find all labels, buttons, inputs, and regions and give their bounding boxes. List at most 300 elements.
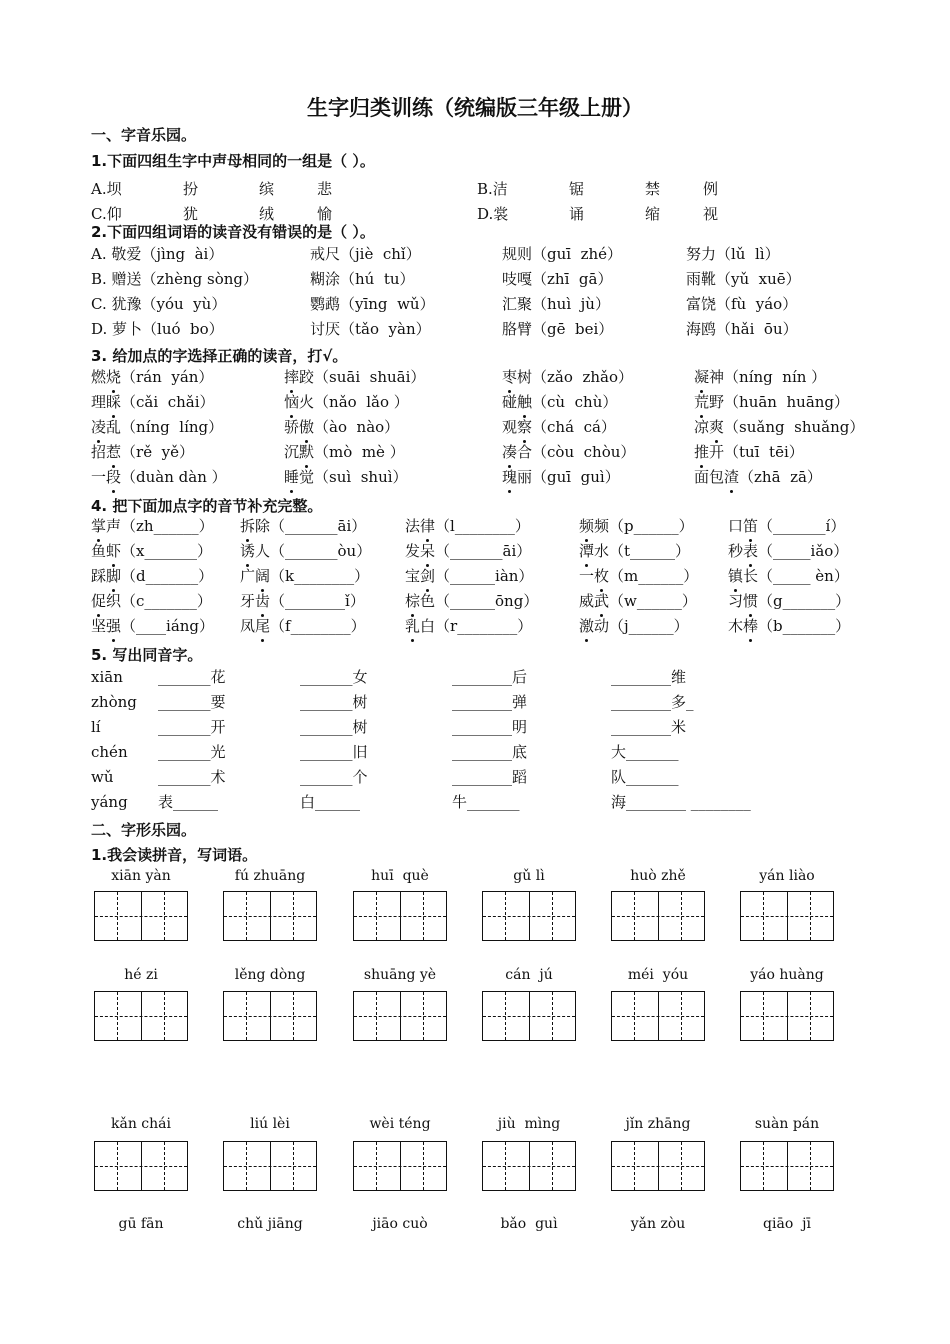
reading-item xyxy=(502,366,633,388)
word-char: 一 xyxy=(579,567,595,585)
reading-item xyxy=(694,366,826,388)
reading-item xyxy=(91,466,227,488)
reading-item xyxy=(91,391,215,413)
pinyin-label: huī què xyxy=(371,868,429,884)
homophone-blank: _______旧 xyxy=(300,743,368,761)
word-char: 默 xyxy=(299,443,315,461)
word-char: 水 xyxy=(594,542,610,560)
syllable-item xyxy=(240,590,365,612)
reading: （k________） xyxy=(270,567,370,585)
word-char: 跤 xyxy=(299,368,315,386)
word-char: 广 xyxy=(240,567,256,585)
guide-line xyxy=(95,916,187,917)
word-char: 燃 xyxy=(91,368,107,386)
reading-item xyxy=(694,391,849,413)
writing-box xyxy=(740,1141,834,1191)
option-text: 戒尺（jiè chǐ） xyxy=(310,245,421,263)
word-char: 凉 xyxy=(694,418,710,436)
option-text: 糊涂（hú tu） xyxy=(310,270,415,288)
reading: （zh______） xyxy=(121,517,214,535)
syllable-item xyxy=(728,590,850,612)
reading: （suì shuì） xyxy=(314,468,408,486)
reading: （tuī tēi） xyxy=(724,443,804,461)
reading-item xyxy=(502,391,617,413)
reading: （guī guì） xyxy=(532,468,620,486)
word-char: 习 xyxy=(728,592,744,610)
homophone-row xyxy=(0,691,950,715)
word-char: 惹 xyxy=(106,443,122,461)
writing-box xyxy=(353,991,447,1041)
word-char: 白 xyxy=(420,617,436,635)
pinyin-label: xiān yàn xyxy=(111,868,171,884)
pinyin-label: hé zi xyxy=(124,967,158,983)
reading: （mò mè ） xyxy=(314,443,405,461)
option-text: 绒 xyxy=(259,205,275,223)
word-char: 一 xyxy=(91,468,107,486)
word-char: 频 xyxy=(579,517,595,535)
homophone-blank: _______树 xyxy=(300,718,368,736)
word-char: 木 xyxy=(728,617,744,635)
homophone-blank: ________弹 xyxy=(452,693,528,711)
word-char: 凤 xyxy=(240,617,256,635)
section-heading-2: 二、字形乐园。 xyxy=(91,821,197,839)
word-char: 齿 xyxy=(255,592,271,610)
reading: （_____iǎo） xyxy=(758,542,849,560)
reading: （còu chòu） xyxy=(532,443,636,461)
reading: （g_______） xyxy=(758,592,851,610)
reading-item xyxy=(284,466,408,488)
homophone-blank: _______树 xyxy=(300,693,368,711)
reading-item-row xyxy=(0,366,950,390)
pinyin-label: méi yóu xyxy=(627,967,689,983)
pinyin-label: jiāo cuò xyxy=(372,1216,428,1232)
word-char: 恼 xyxy=(284,393,300,411)
homophone-blank: _______光 xyxy=(158,743,226,761)
guide-line xyxy=(612,1016,704,1017)
reading: （ào nào） xyxy=(314,418,400,436)
syllable-item xyxy=(91,590,212,612)
word-char: 口 xyxy=(728,517,744,535)
guide-line xyxy=(483,916,575,917)
syllable-item xyxy=(240,515,366,537)
homophone-blank: _______要 xyxy=(158,693,226,711)
reading: （_____ èn） xyxy=(758,567,849,585)
syllable-item xyxy=(405,540,531,562)
reading: （_______í） xyxy=(758,517,846,535)
pinyin-label: yǎn zòu xyxy=(630,1216,686,1232)
question-6: 1.我会读拼音，写词语。 xyxy=(91,846,258,864)
pinyin-label: fú zhuāng xyxy=(234,868,306,884)
word-char: 睡 xyxy=(284,468,300,486)
option-text: 海鸥（hǎi ōu） xyxy=(686,320,798,338)
option-text: C. 犹豫（yóu yù） xyxy=(91,295,227,313)
word-char: 瑰 xyxy=(502,468,518,486)
pinyin-label: huò zhě xyxy=(630,868,686,884)
homophone-blank: ________明 xyxy=(452,718,528,736)
pinyin-label: suàn pán xyxy=(754,1116,820,1132)
word-char: 棕 xyxy=(405,592,421,610)
reading: （duàn dàn ） xyxy=(121,468,227,486)
option-text: 视 xyxy=(703,205,719,223)
syllable-item-row xyxy=(0,515,950,539)
reading: （suāi shuāi） xyxy=(314,368,426,386)
reading-item xyxy=(694,416,864,438)
word-char: 声 xyxy=(106,517,122,535)
word-char: 棒 xyxy=(743,617,759,635)
homophone-blank: _______女 xyxy=(300,668,368,686)
option-text: 禁 xyxy=(645,180,661,198)
writing-box xyxy=(740,891,834,941)
reading-item xyxy=(284,441,405,463)
writing-box xyxy=(223,991,317,1041)
writing-box xyxy=(482,991,576,1041)
word-char: 惯 xyxy=(743,592,759,610)
homophone-pinyin: lí xyxy=(91,718,101,736)
word-char: 野 xyxy=(709,393,725,411)
reading: （m______） xyxy=(609,567,699,585)
option-text: A. 敬爱（jìng ài） xyxy=(91,245,224,263)
question-5: 5. 写出同音字。 xyxy=(91,646,203,664)
reading-item xyxy=(502,466,620,488)
reading: （x_______） xyxy=(121,542,212,560)
reading: （_______āi） xyxy=(270,517,367,535)
guide-line xyxy=(483,1016,575,1017)
reading-item xyxy=(91,366,213,388)
word-char: 段 xyxy=(106,468,122,486)
syllable-item xyxy=(405,515,530,537)
guide-line xyxy=(741,1016,833,1017)
word-char: 招 xyxy=(91,443,107,461)
word-char: 爽 xyxy=(709,418,725,436)
syllable-item xyxy=(240,565,369,587)
homophone-blank: 白______ xyxy=(300,793,361,811)
syllable-item xyxy=(728,565,849,587)
syllable-item xyxy=(405,590,538,612)
word-char: 长 xyxy=(743,567,759,585)
question-4: 4. 把下面加点字的音节补充完整。 xyxy=(91,497,323,515)
reading: （cǎi chǎi） xyxy=(121,393,215,411)
reading: （_______òu） xyxy=(270,542,372,560)
option-text: B.洁 xyxy=(477,180,508,198)
question-2: 2.下面四组词语的读音没有错误的是（ ）。 xyxy=(91,223,375,241)
pinyin-label: yán liào xyxy=(759,868,815,884)
reading-item-row xyxy=(0,416,950,440)
syllable-item-row xyxy=(0,615,950,639)
word-char: 傲 xyxy=(299,418,315,436)
syllable-item xyxy=(579,615,689,637)
word-char: 渣 xyxy=(724,468,740,486)
word-char: 虾 xyxy=(106,542,122,560)
guide-line xyxy=(741,916,833,917)
writing-box xyxy=(353,891,447,941)
word-char: 乳 xyxy=(405,617,421,635)
word-char: 摔 xyxy=(284,368,300,386)
option-text: 规则（guī zhé） xyxy=(502,245,623,263)
reading: （t______） xyxy=(609,542,691,560)
word-char: 枚 xyxy=(594,567,610,585)
reading-item-row xyxy=(0,391,950,415)
word-char: 拆 xyxy=(240,517,256,535)
syllable-item xyxy=(91,540,212,562)
pinyin-label: gǔ lì xyxy=(513,868,545,884)
word-char: 合 xyxy=(517,443,533,461)
guide-line xyxy=(741,1166,833,1167)
word-char: 察 xyxy=(517,418,533,436)
homophone-blank: _______花 xyxy=(158,668,226,686)
guide-line xyxy=(612,1166,704,1167)
pinyin-label: jǐn zhāng xyxy=(625,1116,691,1132)
question-1: 1.下面四组生字中声母相同的一组是（ ）。 xyxy=(91,152,375,170)
option-row xyxy=(0,293,950,317)
word-char: 丽 xyxy=(517,468,533,486)
pinyin-label: kǎn chái xyxy=(111,1116,171,1132)
reading: （níng líng） xyxy=(121,418,224,436)
writing-box xyxy=(611,1141,705,1191)
word-char: 表 xyxy=(743,542,759,560)
word-char: 乱 xyxy=(106,418,122,436)
homophone-row xyxy=(0,766,950,790)
reading-item xyxy=(284,366,425,388)
guide-line xyxy=(95,1166,187,1167)
word-char: 荒 xyxy=(694,393,710,411)
word-char: 掌 xyxy=(91,517,107,535)
word-char: 凑 xyxy=(502,443,518,461)
homophone-blank: ________维 xyxy=(611,668,687,686)
word-char: 骄 xyxy=(284,418,300,436)
homophone-pinyin: yáng xyxy=(91,793,128,811)
homophone-blank: 表______ xyxy=(158,793,219,811)
option-text: 汇聚（huì jù） xyxy=(502,295,610,313)
word-char: 强 xyxy=(106,617,122,635)
pinyin-label: wèi téng xyxy=(369,1116,431,1132)
syllable-item xyxy=(91,515,214,537)
word-char: 踩 xyxy=(91,567,107,585)
word-char: 激 xyxy=(579,617,595,635)
homophone-pinyin: wǔ xyxy=(91,768,114,786)
pinyin-label: gū fān xyxy=(118,1216,164,1232)
homophone-blank: _______术 xyxy=(158,768,226,786)
writing-box xyxy=(482,891,576,941)
word-char: 开 xyxy=(709,443,725,461)
reading: （nǎo lǎo ） xyxy=(314,393,409,411)
option-text: 吱嘎（zhī gā） xyxy=(502,270,613,288)
writing-box xyxy=(223,1141,317,1191)
syllable-item xyxy=(91,565,213,587)
word-char: 触 xyxy=(517,393,533,411)
option-text: 犹 xyxy=(183,205,199,223)
homophone-row xyxy=(0,741,950,765)
syllable-item xyxy=(728,540,848,562)
reading-item xyxy=(502,441,635,463)
reading: （zǎo zhǎo） xyxy=(532,368,633,386)
option-text: 讨厌（tǎo yàn） xyxy=(310,320,431,338)
word-char: 潭 xyxy=(579,542,595,560)
syllable-item xyxy=(405,615,532,637)
word-char: 鱼 xyxy=(91,542,107,560)
word-char: 除 xyxy=(255,517,271,535)
word-char: 碰 xyxy=(502,393,518,411)
pinyin-label: cán jú xyxy=(505,967,553,983)
word-char: 凌 xyxy=(91,418,107,436)
option-text: 胳臂（gē bei） xyxy=(502,320,614,338)
reading: （huān huāng） xyxy=(724,393,850,411)
syllable-item xyxy=(579,515,694,537)
word-char: 动 xyxy=(594,617,610,635)
word-char: 理 xyxy=(91,393,107,411)
reading-item xyxy=(502,416,616,438)
writing-box xyxy=(94,1141,188,1191)
reading: （____iáng） xyxy=(121,617,215,635)
word-char: 推 xyxy=(694,443,710,461)
word-char: 发 xyxy=(405,542,421,560)
homophone-blank: _______个 xyxy=(300,768,368,786)
word-char: 频 xyxy=(594,517,610,535)
syllable-item xyxy=(579,540,690,562)
reading: （chá cá） xyxy=(532,418,616,436)
guide-line xyxy=(224,1166,316,1167)
homophone-pinyin: chén xyxy=(91,743,128,761)
option-text: 愉 xyxy=(317,205,333,223)
guide-line xyxy=(354,916,446,917)
reading: （zhā zā） xyxy=(739,468,822,486)
word-char: 诱 xyxy=(240,542,256,560)
word-char: 剑 xyxy=(420,567,436,585)
homophone-blank: 大_______ xyxy=(611,743,679,761)
syllable-item xyxy=(728,515,845,537)
guide-line xyxy=(224,1016,316,1017)
syllable-item xyxy=(728,615,850,637)
reading-item-row xyxy=(0,441,950,465)
option-row xyxy=(0,243,950,267)
word-char: 律 xyxy=(420,517,436,535)
word-char: 烧 xyxy=(106,368,122,386)
reading: （l________） xyxy=(435,517,530,535)
writing-box xyxy=(94,891,188,941)
pinyin-label: chǔ jiāng xyxy=(237,1216,303,1232)
syllable-item xyxy=(405,565,533,587)
option-text: 诵 xyxy=(569,205,585,223)
homophone-blank: 海________ ________ xyxy=(611,793,751,811)
word-char: 织 xyxy=(106,592,122,610)
writing-box xyxy=(611,891,705,941)
syllable-item-row xyxy=(0,590,950,614)
option-text: C.仰 xyxy=(91,205,122,223)
pinyin-label: liú lèi xyxy=(250,1116,290,1132)
reading: （cù chù） xyxy=(532,393,618,411)
question-3: 3. 给加点的字选择正确的读音，打√。 xyxy=(91,347,348,365)
writing-box xyxy=(223,891,317,941)
section-heading: 一、字音乐园。 xyxy=(91,126,197,144)
homophone-pinyin: xiān xyxy=(91,668,123,686)
option-row xyxy=(0,268,950,292)
option-text: 雨靴（yǔ xuē） xyxy=(686,270,801,288)
reading-item xyxy=(694,466,822,488)
word-char: 促 xyxy=(91,592,107,610)
option-text: D. 萝卜（luó bo） xyxy=(91,320,224,338)
homophone-row xyxy=(0,716,950,740)
reading: （p______） xyxy=(609,517,694,535)
word-char: 笛 xyxy=(743,517,759,535)
word-char: 神 xyxy=(709,368,725,386)
page-title: 生字归类训练（统编版三年级上册） xyxy=(307,96,643,120)
word-char: 枣 xyxy=(502,368,518,386)
guide-line xyxy=(483,1166,575,1167)
homophone-blank: ________底 xyxy=(452,743,528,761)
option-text: 扮 xyxy=(183,180,199,198)
syllable-item xyxy=(579,565,698,587)
homophone-row xyxy=(0,791,950,815)
reading-item xyxy=(91,416,223,438)
writing-box xyxy=(611,991,705,1041)
option-text: 努力（lǔ lì） xyxy=(686,245,780,263)
pinyin-label: shuāng yè xyxy=(363,967,437,983)
syllable-item xyxy=(579,590,697,612)
reading: （r________） xyxy=(435,617,533,635)
word-char: 色 xyxy=(420,592,436,610)
option-row xyxy=(0,318,950,342)
syllable-item-row xyxy=(0,540,950,564)
reading-item xyxy=(91,441,194,463)
reading: （f________） xyxy=(270,617,366,635)
homophone-blank: ________蹈 xyxy=(452,768,528,786)
option-text: A.坝 xyxy=(91,180,122,198)
word-char: 沉 xyxy=(284,443,300,461)
reading: （________ǐ） xyxy=(270,592,365,610)
writing-box xyxy=(482,1141,576,1191)
reading-item xyxy=(694,441,804,463)
option-text: 缤 xyxy=(259,180,275,198)
homophone-blank: 队_______ xyxy=(611,768,679,786)
option-text: 富饶（fù yáo） xyxy=(686,295,798,313)
reading: （c_______） xyxy=(121,592,212,610)
syllable-item-row xyxy=(0,565,950,589)
reading: （______ōng） xyxy=(435,592,539,610)
word-char: 尾 xyxy=(255,617,271,635)
word-char: 威 xyxy=(579,592,595,610)
word-char: 秒 xyxy=(728,542,744,560)
reading: （_______āi） xyxy=(435,542,532,560)
word-char: 人 xyxy=(255,542,271,560)
guide-line xyxy=(354,1016,446,1017)
writing-box xyxy=(94,991,188,1041)
homophone-blank: _______开 xyxy=(158,718,226,736)
syllable-item xyxy=(240,615,366,637)
reading: （w______） xyxy=(609,592,697,610)
word-char: 睬 xyxy=(106,393,122,411)
pinyin-label: bǎo guì xyxy=(500,1216,558,1232)
reading: （d_______） xyxy=(121,567,214,585)
homophone-blank: ________多_ xyxy=(611,693,694,711)
word-char: 坚 xyxy=(91,617,107,635)
homophone-blank: ________后 xyxy=(452,668,528,686)
reading: （níng nín ） xyxy=(724,368,827,386)
pinyin-label: lěng dòng xyxy=(234,967,306,983)
writing-box xyxy=(353,1141,447,1191)
homophone-row xyxy=(0,666,950,690)
guide-line xyxy=(95,1016,187,1017)
reading: （rán yán） xyxy=(121,368,214,386)
word-char: 法 xyxy=(405,517,421,535)
word-char: 观 xyxy=(502,418,518,436)
reading-item-row xyxy=(0,466,950,490)
reading: （suǎng shuǎng） xyxy=(724,418,865,436)
option-text: D.裳 xyxy=(477,205,509,223)
option-row xyxy=(0,178,950,202)
word-char: 面包 xyxy=(694,468,725,486)
option-text: 缩 xyxy=(645,205,661,223)
word-char: 镇 xyxy=(728,567,744,585)
word-char: 脚 xyxy=(106,567,122,585)
